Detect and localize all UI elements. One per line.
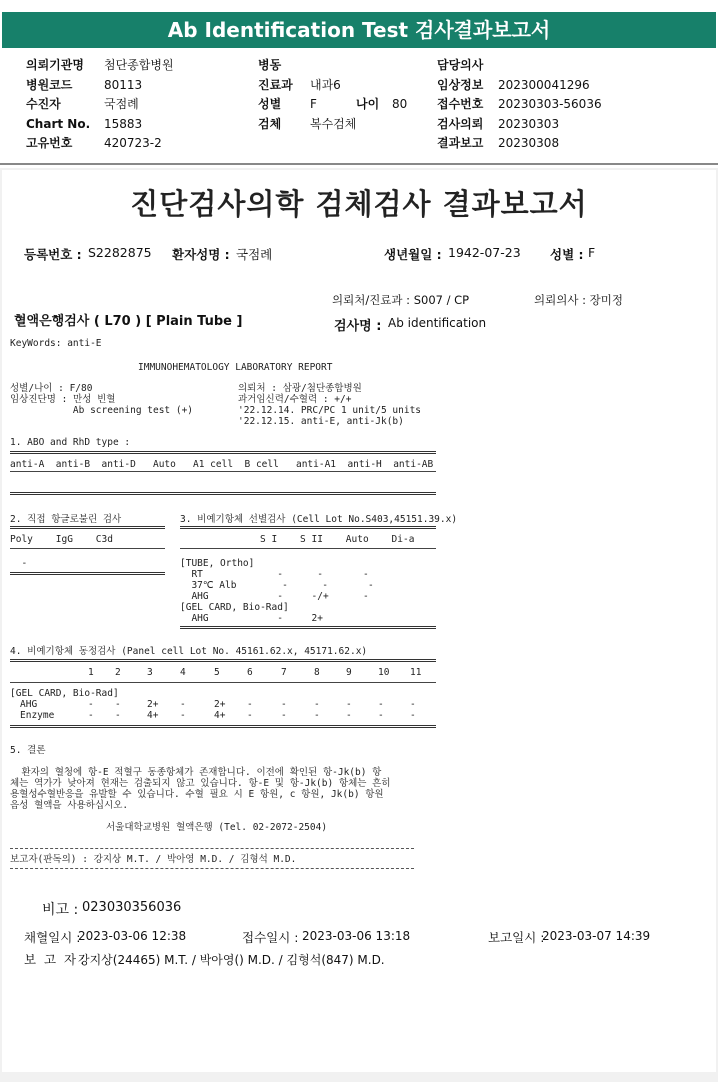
reporter-label: 보 고 자 : (24, 952, 85, 967)
panel-cell: 4+ (147, 710, 159, 721)
panel-row-enzyme (10, 710, 436, 721)
doctor-label: 담당의사 (437, 58, 484, 72)
panel-cell: 2+ (147, 699, 159, 710)
rule (10, 659, 436, 662)
rule (10, 725, 436, 728)
conclusion-line-3: 음성 혈액을 사용하십시오. (10, 800, 129, 811)
panel-cell: - (180, 699, 186, 710)
panel-col-header: 6 (247, 667, 253, 678)
panel-header-row (10, 667, 436, 679)
dat-title: 2. 직접 항글로불린 검사 (10, 514, 122, 525)
report-label: 결과보고 (437, 136, 484, 150)
panel-col-header: 8 (314, 667, 320, 678)
dat-header: Poly IgG C3d (10, 534, 113, 545)
receipt-time-label: 접수일시 : (242, 930, 299, 945)
panel-col-header: 5 (214, 667, 220, 678)
sex-label: 성별 (258, 97, 282, 111)
code-value: 80113 (104, 78, 143, 92)
abo-title: 1. ABO and RhD type : (10, 437, 131, 448)
rule (10, 492, 436, 495)
chart-label: Chart No. (26, 117, 91, 131)
rule (10, 451, 436, 454)
info-right-2: '22.12.14. PRC/PC 1 unit/5 units (238, 405, 422, 416)
receipt-value: 20230303-56036 (498, 97, 602, 111)
chart-value: 15883 (104, 117, 143, 131)
rule (180, 626, 436, 629)
referrer: 의뢰처/진료과 : S007 / CP (332, 293, 470, 307)
clinical-label: 임상정보 (437, 78, 484, 92)
sex-value: F (310, 97, 317, 111)
patient-value: 국점례 (104, 97, 139, 111)
receipt-time-value: 2023-03-06 13:18 (302, 929, 411, 943)
panel-col-header: 3 (147, 667, 153, 678)
panel-cell: - (314, 710, 320, 721)
ward-label: 병동 (258, 58, 282, 72)
info-right-0: 의뢰처 : 삼광/첨단종합병원 (238, 383, 362, 394)
panel-cell: - (346, 699, 352, 710)
info-left-1: 임상진단명 : 만성 빈혈 (10, 394, 116, 405)
dob-value: 1942-07-23 (448, 245, 521, 260)
panel-col-header: 10 (378, 667, 390, 678)
age-label: 나이 (356, 97, 380, 111)
section-heading: 혈액은행검사 ( L70 ) [ Plain Tube ] (14, 314, 243, 329)
receipt-label: 접수번호 (437, 97, 484, 111)
screening-title: 3. 비예기항체 선별검사 (Cell Lot No.S403,45151.39.x) (180, 514, 458, 525)
panel-cell: - (88, 699, 94, 710)
uid-label: 고유번호 (26, 136, 73, 150)
panel-cell: - (180, 710, 186, 721)
info-right-3: '22.12.15. anti-E, anti-Jk(b) (238, 416, 404, 427)
note-label: 비고 : (42, 902, 79, 918)
reg-no-value: S2282875 (88, 245, 152, 260)
panel-cell: - (88, 710, 94, 721)
panel-cell: - (378, 710, 384, 721)
conclusion-title: 5. 결론 (10, 745, 46, 756)
panel-cell: - (247, 710, 253, 721)
divider (0, 163, 718, 165)
screening-row-5: AHG - 2+ (180, 613, 323, 624)
keywords: KeyWords: anti-E (10, 338, 102, 349)
conclusion-line-1: 체는 역가가 낮아져 현재는 검출되지 않고 있습니다. 항-E 및 항-Jk(b) 항체는 흔히 (10, 778, 391, 789)
panel-cell: - (115, 710, 121, 721)
screening-row-2: 37℃ Alb - - - (180, 580, 374, 591)
patient-name-label: 환자성명 : (172, 247, 230, 262)
report-time-label: 보고일시 : (488, 930, 545, 945)
report-value: 20230308 (498, 136, 560, 150)
panel-col-header: 7 (281, 667, 287, 678)
rule (10, 572, 165, 575)
gel-card-label: [GEL CARD, Bio-Rad] (10, 688, 119, 699)
panel-cell: 2+ (214, 699, 226, 710)
panel-col-header: 9 (346, 667, 352, 678)
blood-time-value: 2023-03-06 12:38 (78, 929, 187, 943)
rule (10, 868, 414, 869)
report-title-bar: Ab Identification Test 검사결과보고서 (2, 12, 716, 48)
reporters-line: 보고자(판독의) : 강지상 M.T. / 박아영 M.D. / 김형석 M.D. (10, 854, 297, 865)
request-value: 20230303 (498, 117, 560, 131)
rule (10, 526, 165, 529)
specimen-label: 검체 (258, 117, 282, 131)
panel-row-ahg (10, 699, 436, 710)
abo-header: anti-A anti-B anti-D Auto A1 cell B cell anti-A1 anti-H anti-AB (10, 459, 434, 470)
panel-col-header: 2 (115, 667, 121, 678)
blood-bank-contact: 서울대학교병원 혈액은행 (Tel. 02-2072-2504) (106, 822, 328, 833)
panel-title: 4. 비예기항체 동정검사 (Panel cell Lot No. 45161.62.x, 45171.62.x) (10, 646, 368, 657)
panel-cell: 4+ (214, 710, 226, 721)
referring-doctor: 의뢰의사 : 장미정 (534, 293, 623, 307)
test-name-value: Ab identification (388, 316, 487, 330)
screening-header: S I S II Auto Di-a (260, 534, 415, 545)
panel-cell: - (410, 710, 416, 721)
panel-row-label: Enzyme (20, 710, 55, 721)
reporter-value: 강지상(24465) M.T. / 박아영() M.D. / 김형석(847) M.D. (78, 953, 385, 967)
result-document (2, 170, 716, 1072)
lab-report-title: IMMUNOHEMATOLOGY LABORATORY REPORT (138, 362, 333, 373)
clinical-value: 202300041296 (498, 78, 590, 92)
panel-cell: - (346, 710, 352, 721)
uid-value: 420723-2 (104, 136, 162, 150)
dat-value: - (10, 558, 28, 569)
doc-sex-label: 성별 : (550, 247, 584, 262)
screening-row-3: AHG - -/+ - (180, 591, 369, 602)
dept-value: 내과6 (310, 78, 341, 92)
hospital-value: 첨단종합병원 (104, 58, 174, 72)
panel-cell: - (314, 699, 320, 710)
rule (10, 848, 414, 849)
screening-row-4: [GEL CARD, Bio-Rad] (180, 602, 289, 613)
panel-col-header: 1 (88, 667, 94, 678)
patient-name-value: 국점례 (236, 247, 273, 262)
conclusion-line-0: 환자의 혈청에 항-E 적혈구 동종항체가 존재합니다. 이전에 확인된 항-Jk(b) 항 (10, 767, 382, 778)
code-label: 병원코드 (26, 78, 73, 92)
rule (10, 471, 436, 472)
screening-row-0: [TUBE, Ortho] (180, 558, 255, 569)
hospital-label: 의뢰기관명 (26, 58, 84, 72)
request-label: 검사의뢰 (437, 117, 484, 131)
panel-col-header: 4 (180, 667, 186, 678)
panel-cell: - (247, 699, 253, 710)
patient-label: 수진자 (26, 97, 61, 111)
specimen-value: 복수검체 (310, 117, 357, 131)
rule (10, 548, 165, 549)
panel-row-label: AHG (20, 699, 38, 710)
panel-cell: - (378, 699, 384, 710)
panel-cell: - (410, 699, 416, 710)
blood-time-label: 채혈일시 : (24, 930, 81, 945)
panel-cell: - (281, 699, 287, 710)
rule (180, 548, 436, 549)
panel-cell: - (115, 699, 121, 710)
info-left-2: Ab screening test (+) (10, 405, 194, 416)
rule (180, 526, 436, 529)
dob-label: 생년월일 : (384, 247, 442, 262)
reg-no-label: 등록번호 : (24, 247, 82, 262)
age-value: 80 (392, 97, 408, 111)
panel-cell: - (281, 710, 287, 721)
info-left-0: 성별/나이 : F/80 (10, 383, 93, 394)
screening-row-1: RT - - - (180, 569, 369, 580)
note-value: 023030356036 (82, 900, 182, 915)
dept-label: 진료과 (258, 78, 293, 92)
doc-sex-value: F (588, 245, 596, 260)
info-right-1: 과거임신력/수혈력 : +/+ (238, 394, 352, 405)
summary-panel (0, 0, 718, 168)
report-time-value: 2023-03-07 14:39 (542, 929, 651, 943)
test-name-label: 검사명 : (334, 319, 382, 334)
conclusion-line-2: 용혈성수혈반응을 유발할 수 있습니다. 수혈 필요 시 E 항원, c 항원, Jk(b) 항원 (10, 789, 384, 800)
rule (10, 682, 436, 683)
document-title: 진단검사의학 검체검사 결과보고서 (130, 187, 588, 221)
panel-col-header: 11 (410, 667, 422, 678)
